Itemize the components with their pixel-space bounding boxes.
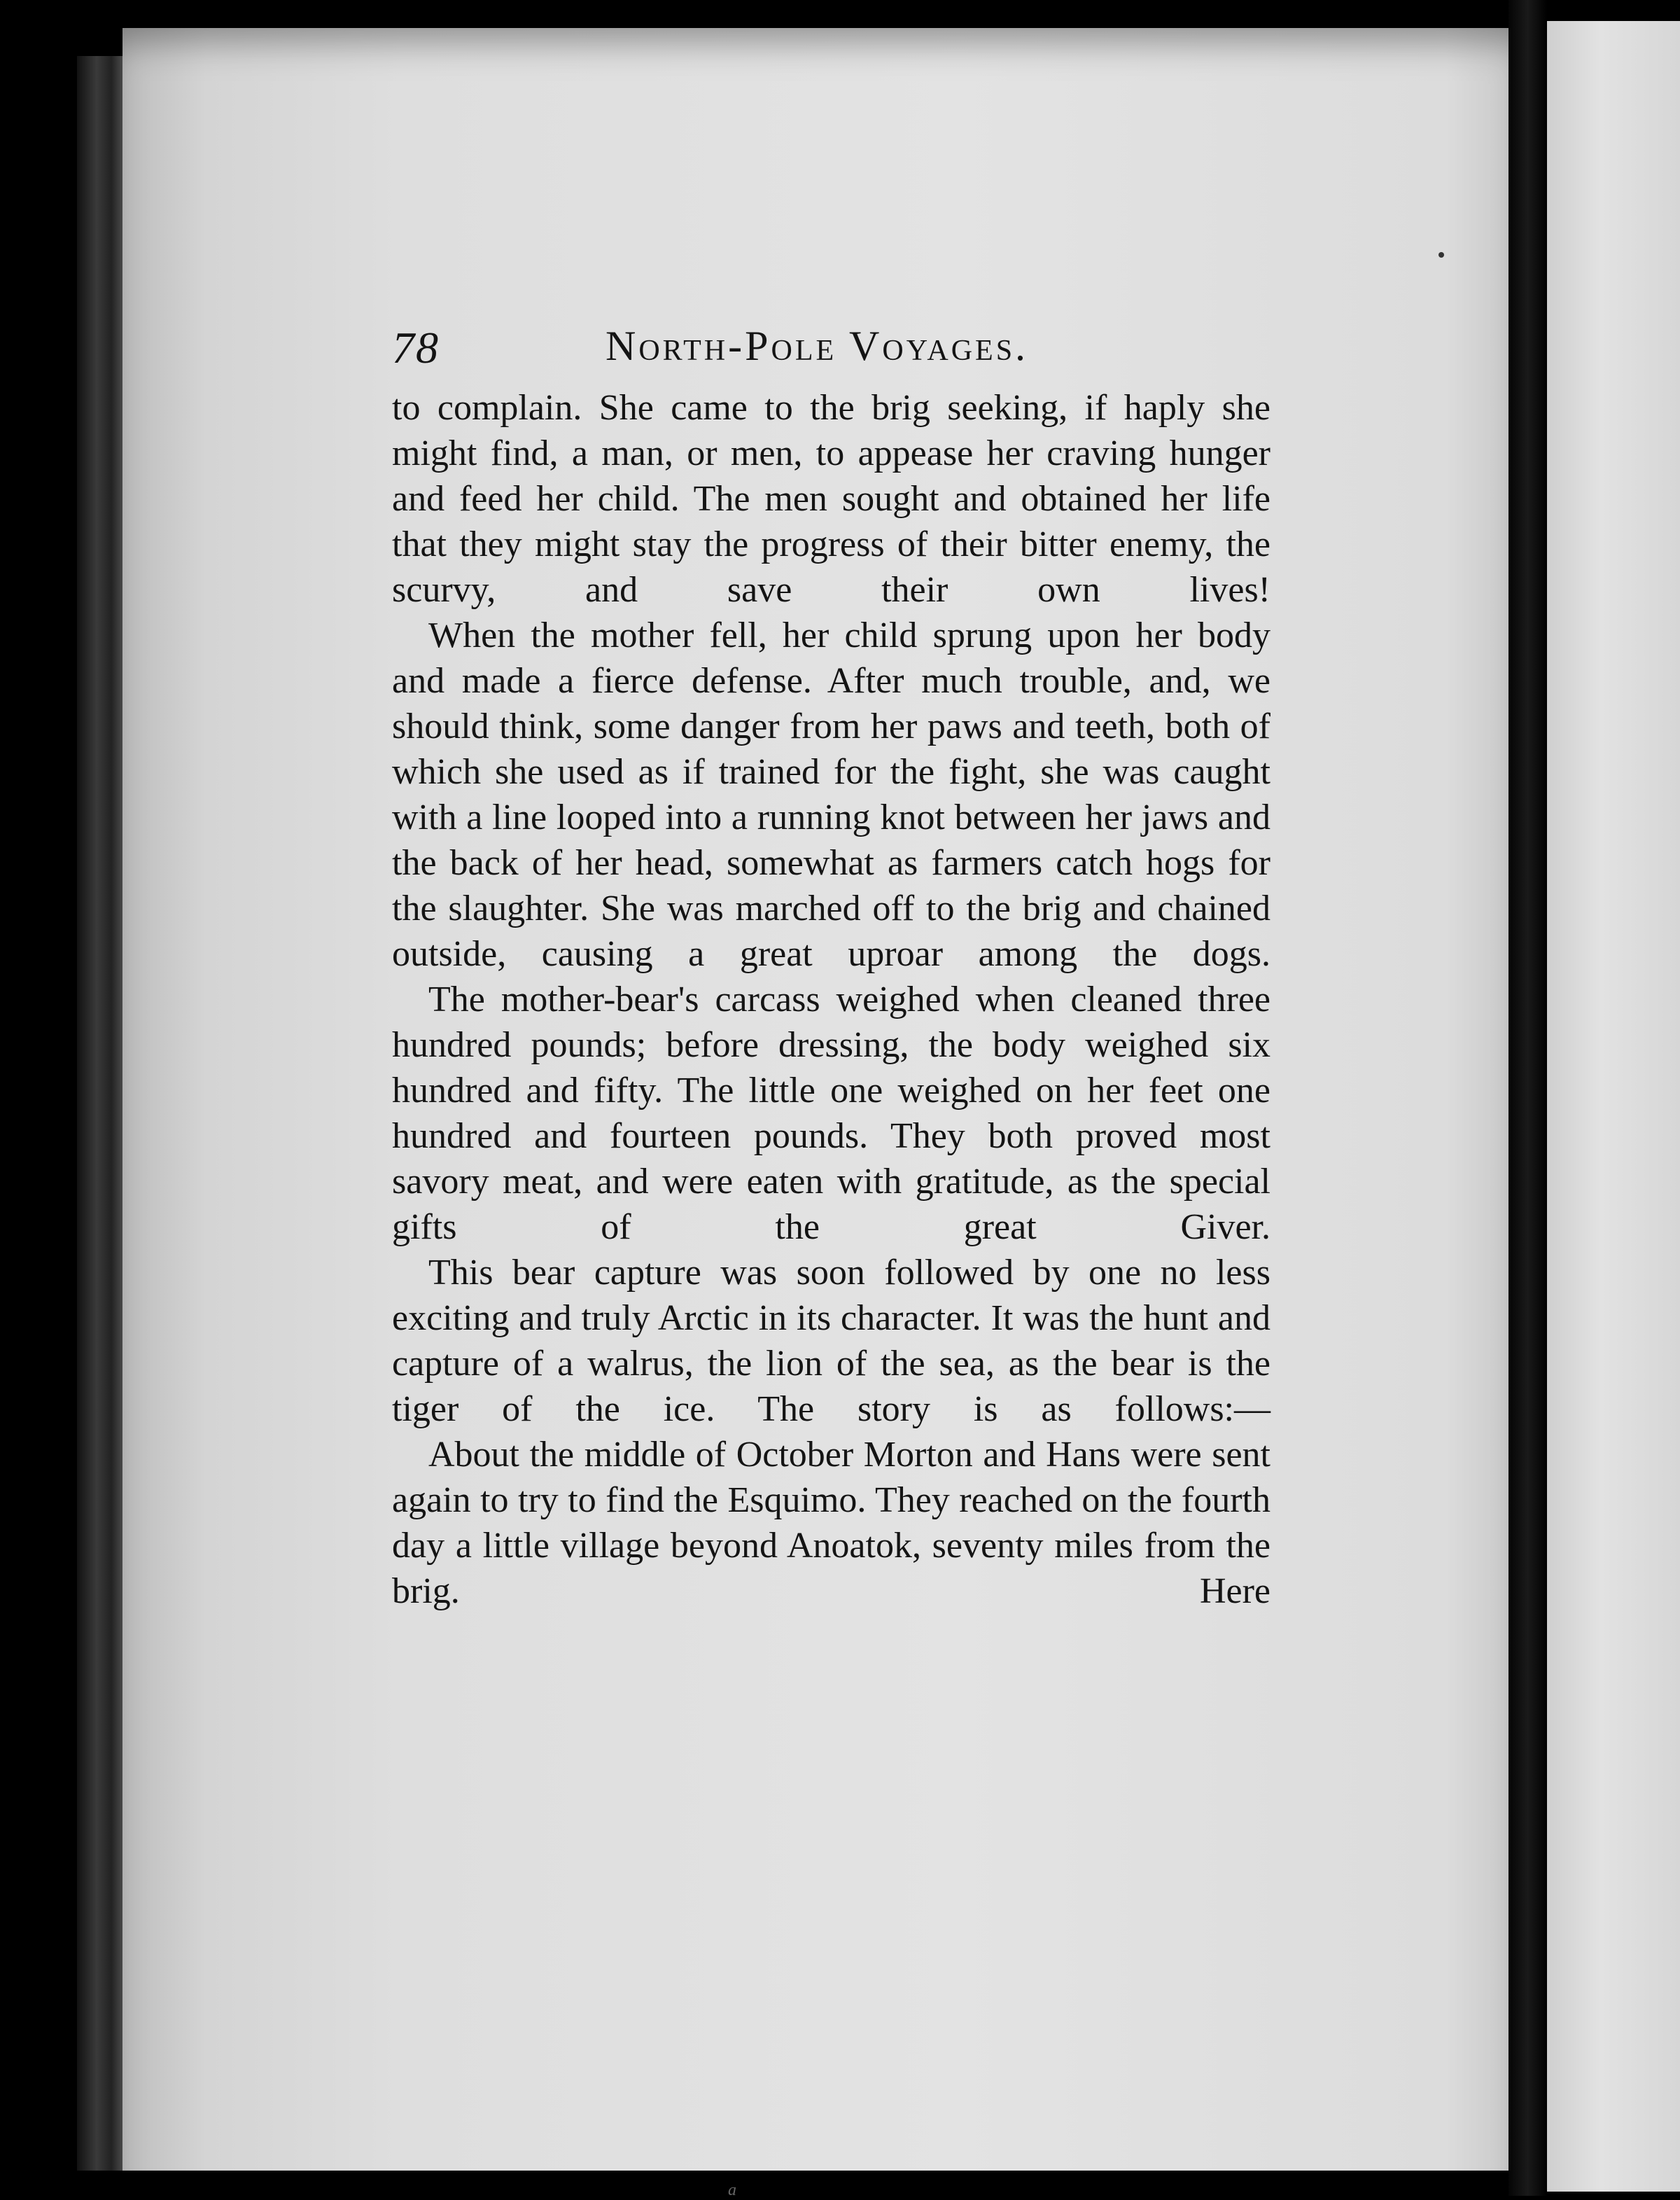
speck bbox=[1438, 252, 1444, 258]
page-number: 78 bbox=[392, 323, 440, 373]
paragraph: The mother-bear's carcass weighed when cleaned three hundred pounds; before dressing, the body weighed six hundred and fifty. The little one weighed on her feet one hundred and fourteen pounds. They both proved most savory meat, and were eaten with gratitude, as the special gifts of the great Giver. bbox=[392, 980, 1270, 1247]
running-title: North-Pole Voyages. bbox=[606, 323, 1029, 369]
paragraph: to complain. She came to the brig seeking, if haply she might find, a man, or men, to appease her craving hunger and feed her child. The men sought and obtained her life that they might stay the progress of their bitter enemy, the scurvy, and save their own lives! bbox=[392, 388, 1270, 610]
facing-page-edge bbox=[1547, 21, 1680, 2192]
page-text bbox=[392, 308, 1270, 1614]
paragraph: This bear capture was soon followed by one no less exciting and truly Arctic in its character. It was the hunt and capture of a walrus, the lion of the sea, as the bear is the tiger of the ice. The story is as follows:— bbox=[392, 1253, 1270, 1429]
book-spine-edge bbox=[77, 56, 126, 2171]
paragraph: About the middle of October Morton and Hans were sent again to try to find the Esquimo. They reached on the fourth day a little village beyond Anoatok, seventy miles from the brig. Here bbox=[392, 1435, 1270, 1611]
page-gutter bbox=[1508, 0, 1547, 2196]
signature-mark: a bbox=[728, 2181, 736, 2199]
paragraph: When the mother fell, her child sprung upon her body and made a fierce defense. After much trouble, and, we should think, some danger from her paws and teeth, both of which she used as if trained for the fight, she was caught with a line looped into a running knot between her jaws and the back of her head, somewhat as farmers catch hogs for the slaughter. She was marched off to the brig and chained outside, causing a great uproar among the dogs. bbox=[392, 615, 1270, 974]
running-header bbox=[392, 308, 1270, 385]
